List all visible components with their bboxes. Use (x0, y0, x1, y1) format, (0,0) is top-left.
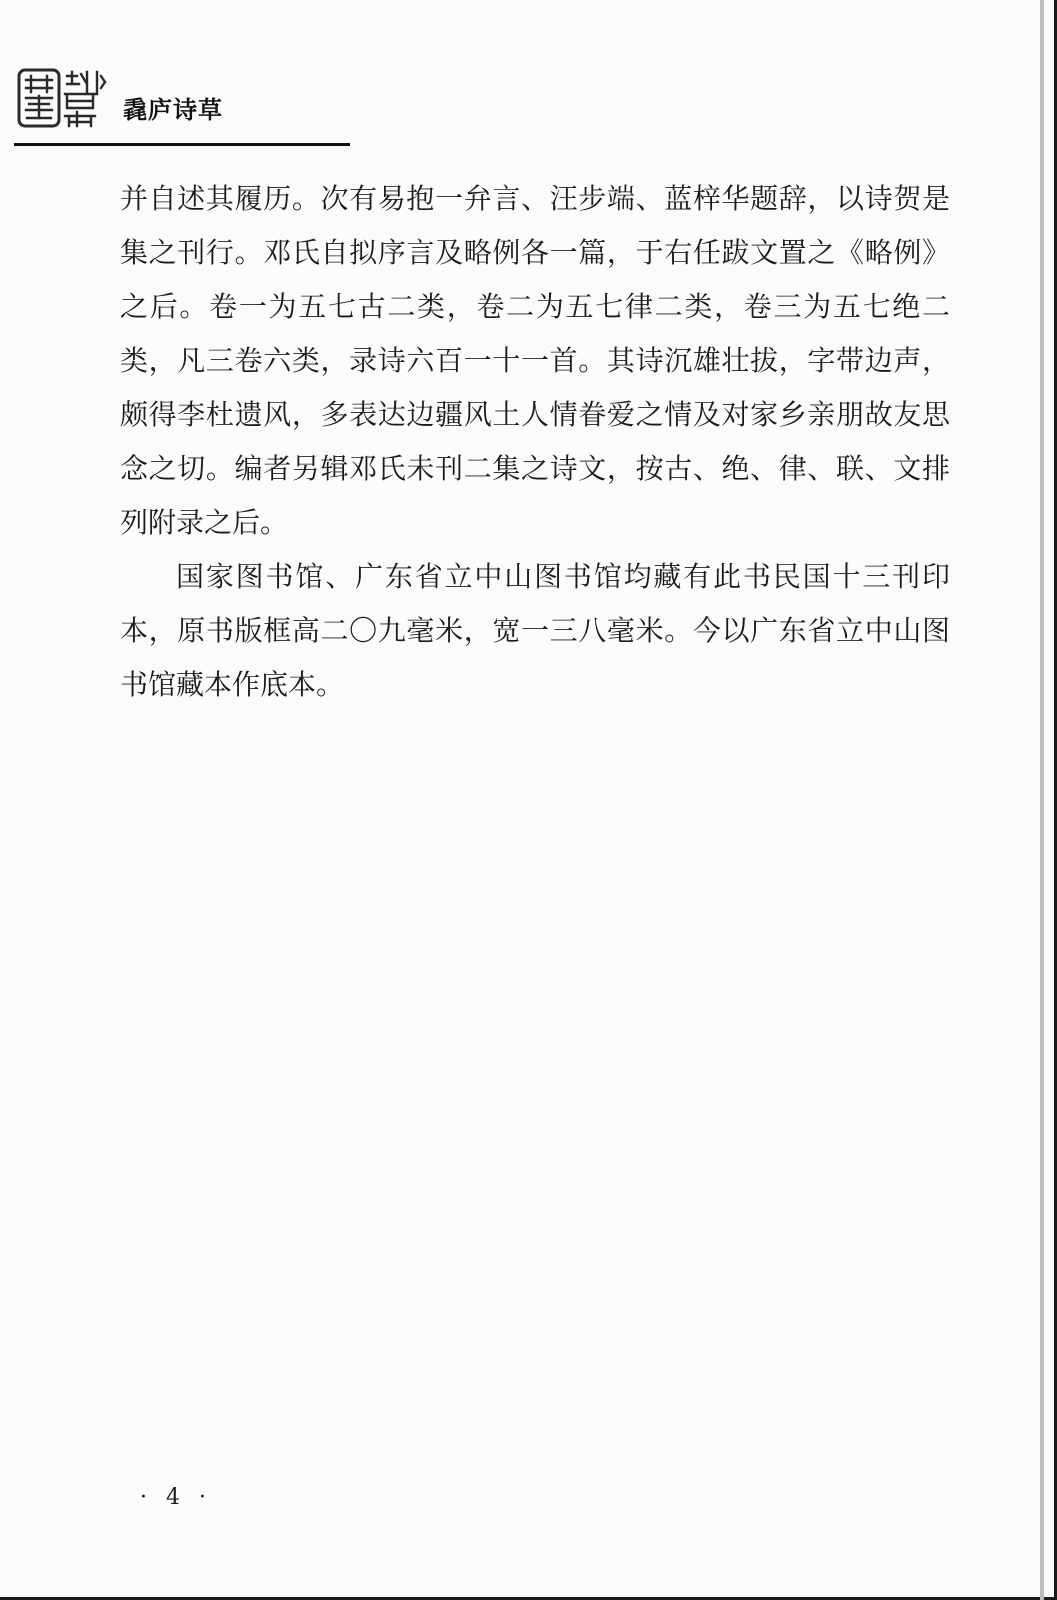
page-edge-shadow (1040, 0, 1044, 1600)
page-number: · 4 · (140, 1485, 212, 1510)
body-text (120, 172, 950, 712)
running-title: 毳庐诗草 (123, 96, 223, 124)
paragraph-1: 并自述其履历。次有易抱一弁言、汪步端、蓝梓华题辞，以诗贺是集之刊行。邓氏自拟序言及略例各一篇，于右任跋文置之《略例》之后。卷一为五七古二类，卷二为五七律二类，卷三为五七绝二类，凡三卷六类，录诗六百一十一首。其诗沉雄壮拔，字带边声，颇得李杜遗风，多表达边疆风土人情眷爱之情及对家乡亲朋故友思念之切。编者另辑邓氏未刊二集之诗文，按古、绝、律、联、文排列附录之后。 (120, 182, 950, 539)
paragraph-2: 国家图书馆、广东省立中山图书馆均藏有此书民国十三刊印本，原书版框高二〇九毫米，宽一三八毫米。今以广东省立中山图书馆藏本作底本。 (120, 560, 950, 701)
seal-stamp-icon (17, 66, 109, 130)
header-rule (14, 143, 350, 146)
